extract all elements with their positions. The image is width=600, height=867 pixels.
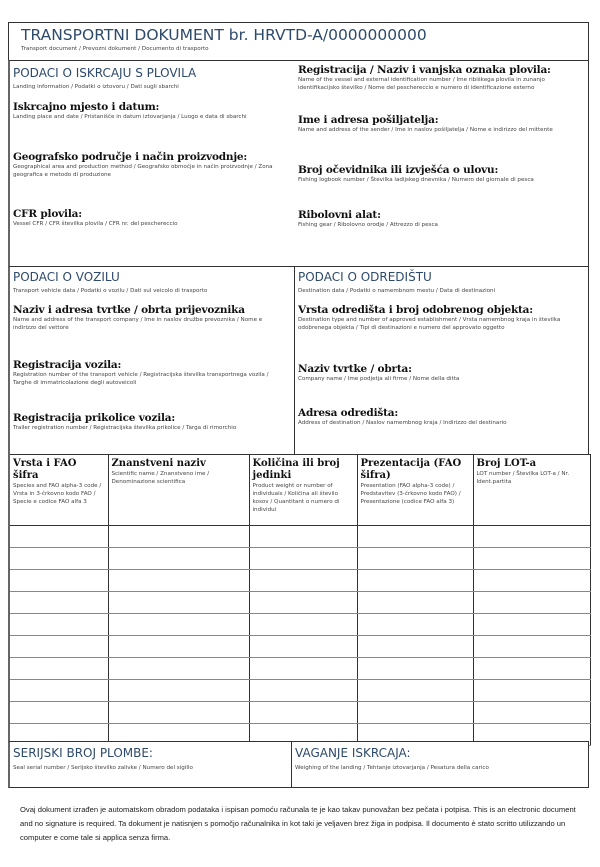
column-header-presentation — [357, 455, 473, 526]
table-cell-presentation[interactable] — [357, 526, 473, 548]
destination-section-title: PODACI O ODREDIŠTU — [298, 270, 432, 284]
table-cell-quantity[interactable] — [249, 592, 357, 614]
column-hint: Presentation (FAO alpha-3 code) / Predstavitev (3-črkovno kodo FAO) / Presentazione (codice FAO alfa 3) — [360, 483, 461, 505]
column-hint: Product weight or number of individuals / Količina ali število kosov / Quantitant o numero di individui — [252, 483, 340, 513]
table-cell-scientific-name[interactable] — [108, 680, 249, 702]
field-hint: Fishing logbook number / Številka ladijskeg dnevnika / Numero del giornale di pesca — [298, 177, 534, 183]
column-header-lot-number — [473, 455, 590, 526]
table-cell-species[interactable] — [9, 570, 108, 592]
table-cell-scientific-name[interactable] — [108, 570, 249, 592]
table-cell-quantity[interactable] — [249, 570, 357, 592]
vehicle-registration-field[interactable] — [13, 359, 285, 387]
weighing-section[interactable] — [291, 741, 589, 788]
column-hint: Species and FAO alpha-3 code / Vrsta in 3-črkovno kodo FAO / Specie e codice FAO alfa 3 — [13, 483, 102, 505]
column-label: Broj LOT-a — [476, 458, 537, 469]
table-row — [9, 548, 590, 570]
field-label: Iskrcajno mjesto i datum: — [13, 101, 160, 113]
table-cell-quantity[interactable] — [249, 636, 357, 658]
field-hint: Registration number of the transport vehicle / Registracijska številka transportnega vozila / Targhe di immatricolazione degli autoveicoli — [13, 372, 269, 386]
table-cell-species[interactable] — [9, 658, 108, 680]
destination-type-field[interactable] — [298, 304, 580, 332]
vessel-cfr-field[interactable] — [13, 208, 283, 228]
table-cell-species[interactable] — [9, 702, 108, 724]
table-cell-presentation[interactable] — [357, 592, 473, 614]
column-header-species — [9, 455, 108, 526]
column-header-quantity — [249, 455, 357, 526]
vehicle-section-title: PODACI O VOZILU — [13, 270, 120, 284]
field-label: Registracija prikolice vozila: — [13, 412, 176, 424]
table-cell-species[interactable] — [9, 548, 108, 570]
document-header — [8, 22, 589, 61]
seal-section-subtitle: Seal serial number / Serijsko številko zalivke / Numero del sigillo — [13, 765, 193, 771]
geographic-area-field[interactable] — [13, 151, 288, 179]
field-hint: Name and address of the sender / Ime in naslov pošiljatelja / Nome e indirizzo del mittente — [298, 127, 553, 133]
footer-disclaimer: Ovaj dokument izrađen je automatskom obradom podataka i ispisan pomoću računala te je kao takav punovažan bez pečata i potpisa. This is an electronic document and no signature is required. Ta dokument je natisnjen s pomočjo računalnika in kot taki je veljaven brez žiga in podpisa. Il documento è stato scritto utilizzando un computer e come tale si applica senza firma. — [20, 805, 576, 842]
vessel-registration-field[interactable] — [298, 64, 583, 92]
sender-field[interactable] — [298, 114, 583, 134]
table-cell-scientific-name[interactable] — [108, 592, 249, 614]
fishing-gear-field[interactable] — [298, 209, 583, 229]
table-cell-quantity[interactable] — [249, 526, 357, 548]
table-cell-presentation[interactable] — [357, 680, 473, 702]
table-cell-lot-number[interactable] — [473, 636, 590, 658]
table-cell-species[interactable] — [9, 614, 108, 636]
table-cell-presentation[interactable] — [357, 636, 473, 658]
column-hint: Scientific name / Znanstveno ime / Denominazione scientifica — [111, 471, 210, 485]
weighing-section-subtitle: Weighing of the landing / Tehtanje iztovarjanja / Pesatura della carico — [295, 765, 489, 771]
table-cell-quantity[interactable] — [249, 548, 357, 570]
landing-section-title: PODACI O ISKRCAJU S PLOVILA — [13, 66, 197, 80]
landing-place-date-field[interactable] — [13, 101, 283, 121]
table-cell-lot-number[interactable] — [473, 526, 590, 548]
field-hint: Landing place and date / Pristanišče in datum iztovarjanja / Luogo e data di sbarchi — [13, 114, 247, 120]
field-label: Ribolovni alat: — [298, 209, 381, 221]
column-label: Količina ili broj jedinki — [252, 458, 340, 481]
seal-section[interactable] — [8, 741, 292, 788]
table-cell-lot-number[interactable] — [473, 680, 590, 702]
table-cell-scientific-name[interactable] — [108, 636, 249, 658]
landing-section-subtitle: Landing information / Podatki o iztovoru / Dati sugli sbarchi — [13, 84, 179, 90]
table-row — [9, 614, 590, 636]
field-label: CFR plovila: — [13, 208, 82, 220]
landing-section — [8, 60, 589, 267]
table-cell-quantity[interactable] — [249, 614, 357, 636]
field-hint: Name and address of the transport company / Ime in naslov družbe prevoznika / Nome e indirizzo del vettore — [13, 317, 263, 331]
transport-company-field[interactable] — [13, 304, 285, 332]
column-label: Prezentacija (FAO šifra) — [360, 458, 462, 481]
field-label: Naziv i adresa tvrtke / obrta prijevoznika — [13, 304, 245, 316]
table-cell-lot-number[interactable] — [473, 548, 590, 570]
field-hint: Fishing gear / Ribolovno orodje / Attrezzo di pesca — [298, 222, 438, 228]
destination-address-field[interactable] — [298, 407, 580, 427]
table-cell-lot-number[interactable] — [473, 570, 590, 592]
document-title: TRANSPORTNI DOKUMENT br. HRVTD-A/0000000000 — [21, 26, 427, 44]
table-cell-lot-number[interactable] — [473, 592, 590, 614]
logbook-number-field[interactable] — [298, 164, 583, 184]
column-label: Znanstveni naziv — [111, 458, 206, 469]
table-row — [9, 526, 590, 548]
table-cell-species[interactable] — [9, 636, 108, 658]
table-cell-presentation[interactable] — [357, 548, 473, 570]
table-cell-quantity[interactable] — [249, 702, 357, 724]
table-body — [9, 526, 590, 746]
table-cell-species[interactable] — [9, 526, 108, 548]
column-header-scientific-name — [108, 455, 249, 526]
company-name-field[interactable] — [298, 363, 580, 383]
seal-section-title: SERIJSKI BROJ PLOMBE: — [13, 746, 153, 760]
table-row — [9, 636, 590, 658]
table-cell-species[interactable] — [9, 680, 108, 702]
table-cell-presentation[interactable] — [357, 702, 473, 724]
table-cell-presentation[interactable] — [357, 570, 473, 592]
product-table — [8, 454, 591, 746]
destination-section — [294, 266, 589, 455]
field-label: Vrsta odredišta i broj odobrenog objekta: — [298, 304, 533, 316]
table-cell-quantity[interactable] — [249, 658, 357, 680]
column-hint: LOT number / Številka LOT-a / Nr. Ident.partita — [476, 471, 570, 485]
table-cell-scientific-name[interactable] — [108, 702, 249, 724]
vehicle-section-subtitle: Transport vehicle data / Podatki o vozilu / Dati sul veicolo di trasporto — [13, 288, 208, 294]
table-cell-quantity[interactable] — [249, 680, 357, 702]
field-hint: Name of the vessel and external identification number / Ime ribiškega plovila in zunanjo identifikacijsko številko / Nome del peschereccio e numero di identificazione esterno — [298, 77, 545, 91]
table-cell-lot-number[interactable] — [473, 702, 590, 724]
field-hint: Company name / Ime podjetja ali firme / Nome della ditta — [298, 376, 460, 382]
table-cell-lot-number[interactable] — [473, 614, 590, 636]
column-label: Vrsta i FAO šifra — [13, 458, 77, 481]
trailer-registration-field[interactable] — [13, 412, 285, 432]
weighing-section-title: VAGANJE ISKRCAJA: — [295, 746, 411, 760]
field-label: Registracija / Naziv i vanjska oznaka plovila: — [298, 64, 551, 76]
table-cell-presentation[interactable] — [357, 614, 473, 636]
vehicle-section — [8, 266, 295, 455]
field-label: Adresa odredišta: — [298, 407, 399, 419]
table-cell-scientific-name[interactable] — [108, 526, 249, 548]
table-header-row — [9, 455, 590, 526]
field-label: Registracija vozila: — [13, 359, 122, 371]
table-cell-lot-number[interactable] — [473, 658, 590, 680]
table-row — [9, 702, 590, 724]
field-hint: Vessel CFR / CFR številka plovila / CFR nr. del peschereccio — [13, 221, 178, 227]
table-cell-scientific-name[interactable] — [108, 614, 249, 636]
table-row — [9, 680, 590, 702]
destination-section-subtitle: Destination data / Podatki o namembnom mestu / Data di destinazioni — [298, 288, 496, 294]
table-row — [9, 592, 590, 614]
table-cell-scientific-name[interactable] — [108, 658, 249, 680]
field-label: Ime i adresa pošiljatelja: — [298, 114, 439, 126]
field-hint: Trailer registration number / Registracijska številka prikolice / Targa di rimorchio — [13, 425, 237, 431]
table-cell-species[interactable] — [9, 592, 108, 614]
document-subtitle: Transport document / Prevozni dokument / Documento di trasporto — [21, 46, 209, 52]
table-row — [9, 658, 590, 680]
table-row — [9, 570, 590, 592]
field-hint: Destination type and number of approved establishment / Vrsta namembnog kraja in številka odobrenega objekta / Tipi di destinazioni e numero del approvato oggetto — [298, 317, 561, 331]
field-label: Broj očevidnika ili izvješća o ulovu: — [298, 164, 499, 176]
field-label: Geografsko područje i način proizvodnje: — [13, 151, 248, 163]
field-hint: Geographical area and production method / Geografsko območje in način proizvodnje / Zona geografica e metodo di produzione — [13, 164, 273, 178]
field-hint: Address of destination / Naslov namembnog kraja / Indirizzo del destinario — [298, 420, 507, 426]
table-cell-scientific-name[interactable] — [108, 548, 249, 570]
table-cell-presentation[interactable] — [357, 658, 473, 680]
field-label: Naziv tvrtke / obrta: — [298, 363, 412, 375]
